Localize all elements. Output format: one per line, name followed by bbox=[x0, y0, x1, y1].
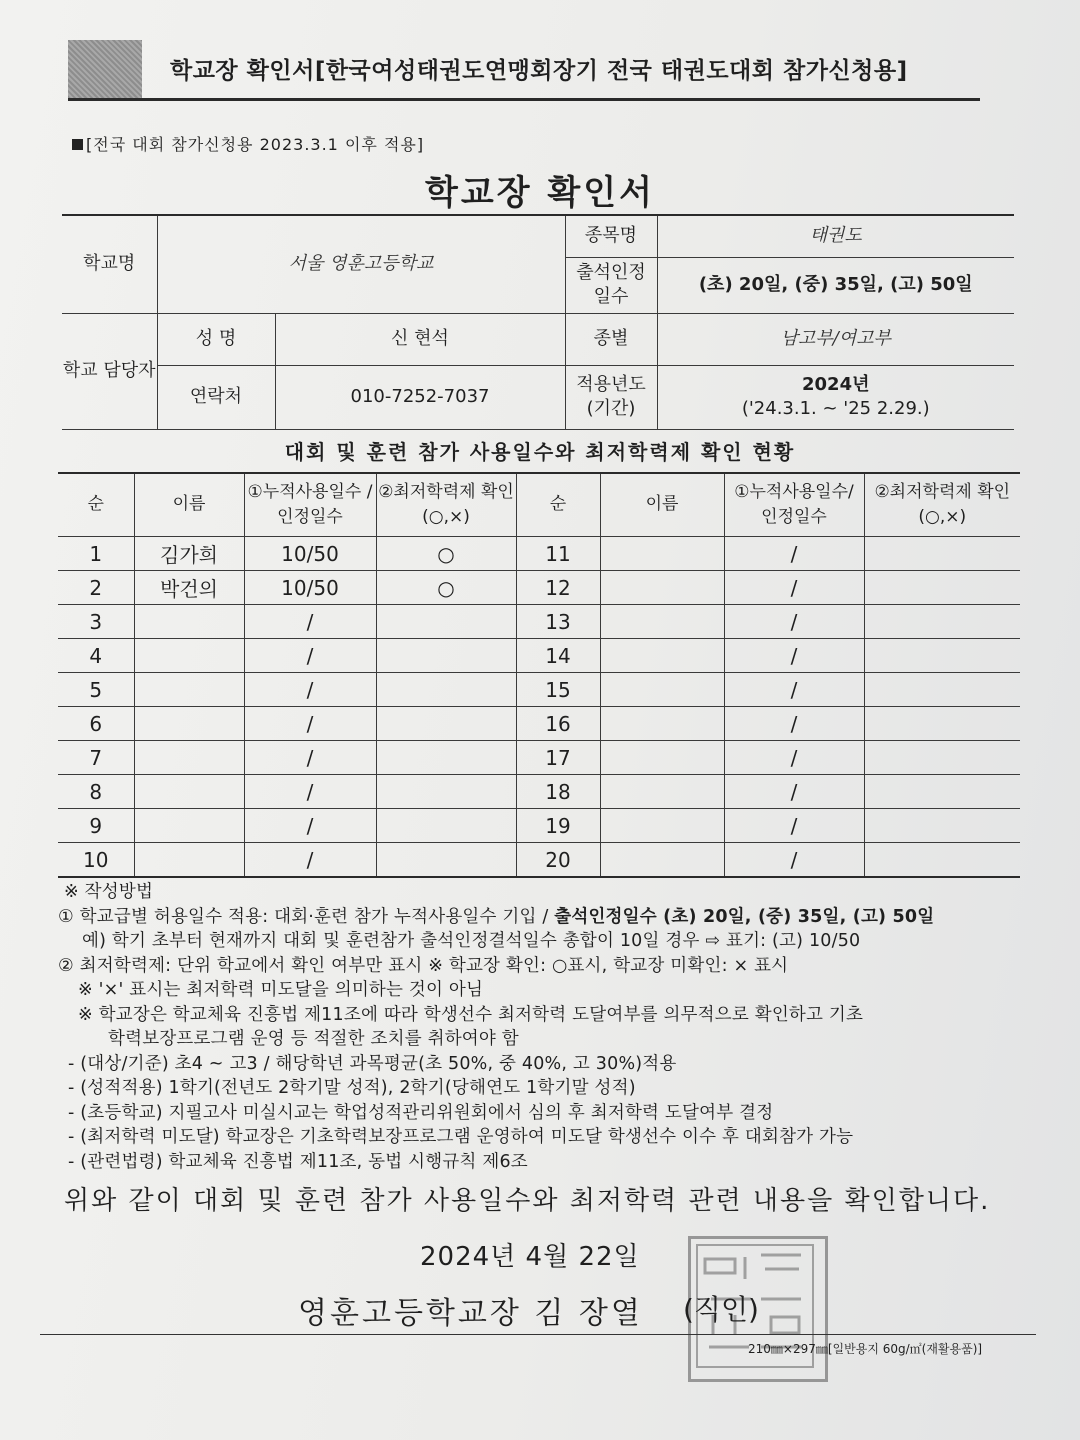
notes-line-1b: 출석인정일수 (초) 20일, (중) 35일, (고) 50일 bbox=[554, 906, 935, 927]
status-table bbox=[58, 472, 1020, 878]
notes-line-10: - (최저학력 미도달) 학교장은 기초학력보장프로그램 운영하여 미도달 학생선수 이수 후 대회참가 가능 bbox=[68, 1127, 854, 1147]
attendance-value: (초) 20일, (중) 35일, (고) 50일 bbox=[657, 257, 1014, 313]
row-name bbox=[134, 843, 244, 878]
table-row bbox=[58, 775, 1020, 809]
row-no: 12 bbox=[516, 571, 600, 605]
row-days: / bbox=[244, 741, 376, 775]
row-no: 1 bbox=[58, 537, 134, 571]
notes-line-8: - (성적적용) 1학기(전년도 2학기말 성적), 2학기(당해연도 1학기말 성적) bbox=[68, 1078, 636, 1098]
info-table bbox=[62, 214, 1014, 430]
row-name bbox=[600, 639, 724, 673]
row-days: / bbox=[724, 673, 864, 707]
school-name: 서울 영훈고등학교 bbox=[157, 215, 565, 313]
row-days: / bbox=[244, 843, 376, 878]
header-check-right: ②최저학력제 확인(○,×) bbox=[864, 473, 1020, 537]
row-no: 5 bbox=[58, 673, 134, 707]
notes-line-11: - (관련법령) 학교체육 진흥법 제11조, 동법 시행규칙 제6조 bbox=[68, 1151, 528, 1172]
row-check bbox=[376, 775, 516, 809]
row-days: / bbox=[244, 809, 376, 843]
row-check bbox=[864, 843, 1020, 878]
row-days: / bbox=[724, 605, 864, 639]
row-name bbox=[600, 571, 724, 605]
row-check bbox=[376, 741, 516, 775]
manager-label: 학교 담당자 bbox=[62, 313, 157, 429]
notice-line bbox=[72, 132, 424, 155]
row-check bbox=[376, 809, 516, 843]
table-row bbox=[58, 571, 1020, 605]
year-label: 적용년도 (기간) bbox=[565, 365, 657, 429]
school-label: 학교명 bbox=[62, 215, 157, 313]
header-name-right: 이름 bbox=[600, 473, 724, 537]
header-gray-block bbox=[68, 40, 142, 98]
paper-spec: 210㎜×297㎜[일반용지 60g/㎡(재활용품)] bbox=[748, 1342, 983, 1356]
row-check bbox=[376, 843, 516, 878]
document-title: 학교장 확인서 bbox=[425, 173, 655, 213]
event-value: 태권도 bbox=[657, 215, 1014, 257]
notes-line-5: ※ 학교장은 학교체육 진흥법 제11조에 따라 학생선수 최저학력 도달여부를 의무적으로 확인하고 기초 bbox=[78, 1004, 864, 1025]
notes-line-4: ※ '×' 표시는 최저학력 미도달을 의미하는 것이 아님 bbox=[78, 980, 484, 1000]
header-band bbox=[68, 40, 980, 101]
seal-label: (직인) bbox=[683, 1293, 759, 1326]
header-name-left: 이름 bbox=[134, 473, 244, 537]
attendance-label: 출석인정 일수 bbox=[565, 257, 657, 313]
year-value: 2024년 bbox=[802, 373, 870, 395]
category-label: 종별 bbox=[565, 313, 657, 365]
notes-line-9: - (초등학교) 지필고사 미실시교는 학업성적관리위원회에서 심의 후 최저학력 도달여부 결정 bbox=[68, 1102, 774, 1123]
row-no: 3 bbox=[58, 605, 134, 639]
row-name bbox=[600, 605, 724, 639]
table-row bbox=[58, 537, 1020, 571]
header-days-right: ①누적사용일수/ 인정일수 bbox=[724, 473, 864, 537]
issue-date: 2024년 4월 22일 bbox=[420, 1242, 640, 1272]
row-no: 17 bbox=[516, 741, 600, 775]
contact-label: 연락처 bbox=[157, 365, 275, 429]
row-no: 11 bbox=[516, 537, 600, 571]
square-bullet-icon bbox=[72, 139, 83, 150]
row-no: 18 bbox=[516, 775, 600, 809]
year-cell bbox=[657, 365, 1014, 429]
row-no: 8 bbox=[58, 775, 134, 809]
table-row bbox=[58, 605, 1020, 639]
row-no: 15 bbox=[516, 673, 600, 707]
table-row bbox=[58, 809, 1020, 843]
row-no: 16 bbox=[516, 707, 600, 741]
footer-divider bbox=[40, 1334, 1036, 1335]
row-name bbox=[600, 775, 724, 809]
row-check bbox=[376, 673, 516, 707]
notes-line-2: 예) 학기 초부터 현재까지 대회 및 훈련참가 출석인정결석일수 총합이 10일 경우 ⇨ 표기: (고) 10/50 bbox=[82, 931, 861, 951]
row-name bbox=[600, 707, 724, 741]
row-days: / bbox=[724, 707, 864, 741]
row-check bbox=[864, 537, 1020, 571]
row-days: 10/50 bbox=[244, 537, 376, 571]
period-value: ('24.3.1. ~ '25 2.29.) bbox=[741, 398, 930, 419]
row-name: 김가희 bbox=[134, 537, 244, 571]
row-check bbox=[864, 809, 1020, 843]
row-days: / bbox=[724, 537, 864, 571]
row-check: ○ bbox=[376, 571, 516, 605]
row-check bbox=[864, 775, 1020, 809]
event-label: 종목명 bbox=[565, 215, 657, 257]
notes-line-1 bbox=[58, 905, 1048, 930]
row-name bbox=[134, 707, 244, 741]
table-row bbox=[58, 707, 1020, 741]
row-no: 13 bbox=[516, 605, 600, 639]
contact-value: 010-7252-7037 bbox=[275, 365, 565, 429]
row-name bbox=[134, 809, 244, 843]
row-check: ○ bbox=[376, 537, 516, 571]
row-days: 10/50 bbox=[244, 571, 376, 605]
row-no: 6 bbox=[58, 707, 134, 741]
row-name bbox=[134, 775, 244, 809]
notice-text: [전국 대회 참가신청용 2023.3.1 이후 적용] bbox=[86, 135, 425, 154]
row-check bbox=[376, 605, 516, 639]
row-check bbox=[864, 673, 1020, 707]
notes-line-7: - (대상/기준) 초4 ~ 고3 / 해당학년 과목평균(초 50%, 중 40%, 고 30%)적용 bbox=[68, 1053, 677, 1074]
row-name bbox=[600, 537, 724, 571]
principal-name: 영훈고등학교장 김 장열 bbox=[298, 1296, 643, 1331]
row-no: 20 bbox=[516, 843, 600, 878]
row-days: / bbox=[724, 639, 864, 673]
row-name bbox=[600, 673, 724, 707]
name-label: 성 명 bbox=[157, 313, 275, 365]
row-no: 14 bbox=[516, 639, 600, 673]
category-value: 남고부/여고부 bbox=[657, 313, 1014, 365]
row-no: 9 bbox=[58, 809, 134, 843]
row-name bbox=[134, 639, 244, 673]
row-days: / bbox=[724, 571, 864, 605]
table-row bbox=[58, 741, 1020, 775]
notes-line-3: ② 최저학력제: 단위 학교에서 확인 여부만 표시 ※ 학교장 확인: ○표시, 학교장 미확인: × 표시 bbox=[58, 955, 789, 976]
row-days: / bbox=[724, 809, 864, 843]
row-check bbox=[864, 605, 1020, 639]
row-check bbox=[864, 741, 1020, 775]
table-row bbox=[58, 639, 1020, 673]
row-days: / bbox=[724, 775, 864, 809]
row-no: 4 bbox=[58, 639, 134, 673]
row-name bbox=[134, 605, 244, 639]
section-subtitle: 대회 및 훈련 참가 사용일수와 최저학력제 확인 현황 bbox=[284, 440, 796, 464]
header-no-right: 순 bbox=[516, 473, 600, 537]
row-no: 2 bbox=[58, 571, 134, 605]
row-check bbox=[376, 639, 516, 673]
row-name bbox=[134, 673, 244, 707]
row-days: / bbox=[244, 639, 376, 673]
header-no-left: 순 bbox=[58, 473, 134, 537]
notes-line-6: 학력보장프로그램 운영 등 적절한 조치를 취하여야 함 bbox=[108, 1029, 519, 1049]
row-check bbox=[864, 639, 1020, 673]
row-days: / bbox=[724, 741, 864, 775]
row-name bbox=[600, 741, 724, 775]
instructions-block bbox=[58, 880, 1048, 1174]
confirmation-statement: 위와 같이 대회 및 훈련 참가 사용일수와 최저학력 관련 내용을 확인합니다. bbox=[64, 1186, 991, 1216]
row-name: 박건의 bbox=[134, 571, 244, 605]
row-name bbox=[600, 843, 724, 878]
row-check bbox=[376, 707, 516, 741]
header-check-left: ②최저학력제 확인(○,×) bbox=[376, 473, 516, 537]
row-name bbox=[600, 809, 724, 843]
table-row bbox=[58, 673, 1020, 707]
row-no: 7 bbox=[58, 741, 134, 775]
row-no: 10 bbox=[58, 843, 134, 878]
row-check bbox=[864, 571, 1020, 605]
row-no: 19 bbox=[516, 809, 600, 843]
header-days-left: ①누적사용일수 /인정일수 bbox=[244, 473, 376, 537]
row-days: / bbox=[244, 775, 376, 809]
row-days: / bbox=[244, 707, 376, 741]
row-name bbox=[134, 741, 244, 775]
row-days: / bbox=[244, 605, 376, 639]
row-check bbox=[864, 707, 1020, 741]
header-title: 학교장 확인서[한국여성태권도연맹회장기 전국 태권도대회 참가신청용] bbox=[170, 58, 908, 84]
name-value: 신 현석 bbox=[275, 313, 565, 365]
row-days: / bbox=[724, 843, 864, 878]
row-days: / bbox=[244, 673, 376, 707]
table-row bbox=[58, 843, 1020, 878]
notes-line-1a: ① 학교급별 허용일수 적용: 대회·훈련 참가 누적사용일수 기입 / bbox=[58, 906, 555, 927]
notes-heading: ※ 작성방법 bbox=[64, 882, 154, 902]
